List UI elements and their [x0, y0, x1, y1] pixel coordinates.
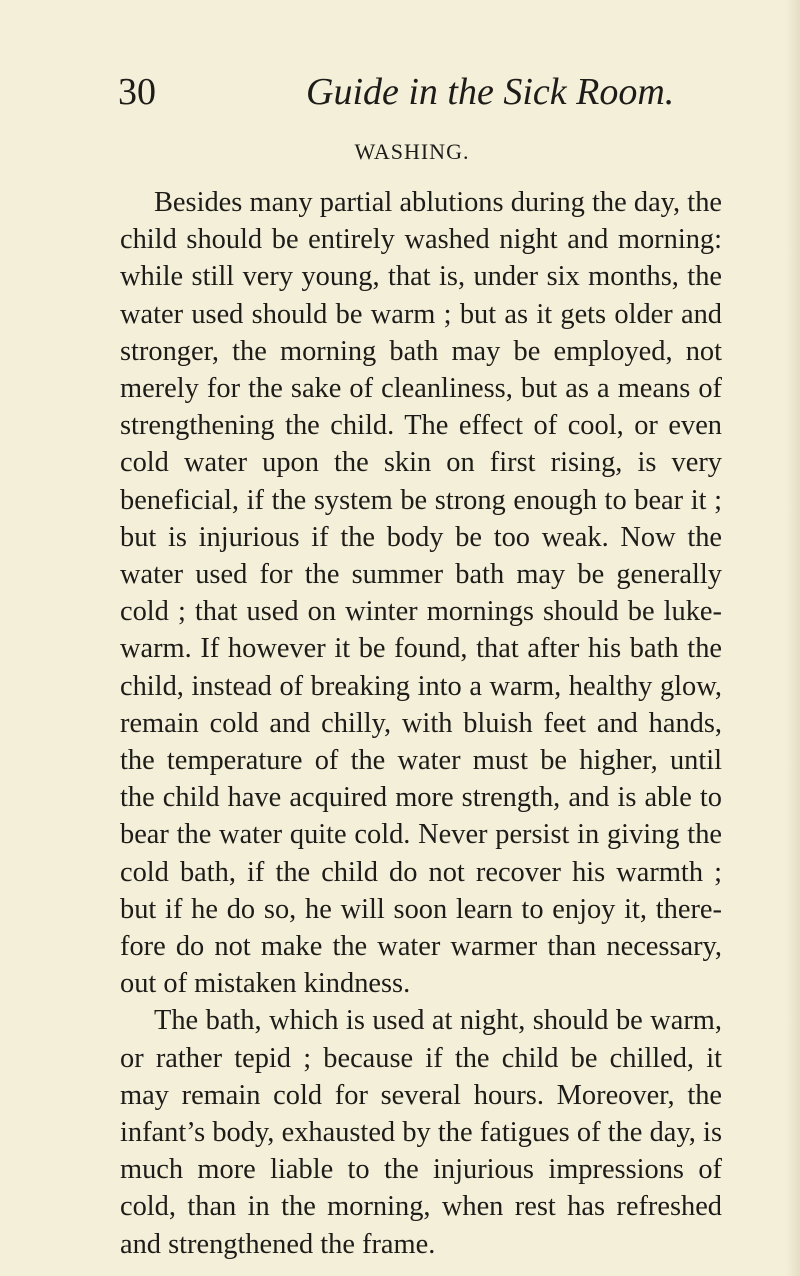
- running-title: Guide in the Sick Room.: [306, 71, 675, 113]
- page-edge-shadow: [786, 0, 800, 1276]
- paragraph-2: The bath, which is used at night, should be warm, or rather tepid ; because if the child be chilled, it may remain cold for several hours. Moreover, the infant’s body, exhausted by the fatigues of the day, is much more liable to the injurious impressions of cold, than in the morning, when rest has refreshed and strengthened the frame.: [120, 1005, 722, 1260]
- paragraph-1: Besides many partial ablutions during the day, the child should be entirely washed night and morning: while still very young, that is, under six months, the water used should be warm ; but as it gets older and stronger, the morning bath may be employed, not merely for the sake of cleanliness, but as a means of strengthening the child. The effect of cool, or even cold water upon the skin on first rising, is very beneficial, if the system be strong enough to bear it ; but is injurious if the body be too weak. Now the water used for the summer bath may be generally cold ; that used on winter mornings should be luke-warm. If however it be found, that after his bath the child, instead of breaking into a warm, healthy glow, remain cold and chilly, with bluish feet and hands, the temperature of the water must be higher, until the child have acquired more strength, and is able to bear the water quite cold. Never persist in giving the cold bath, if the child do not recover his warmth ; but if he do so, he will soon learn to enjoy it, therefore do not make the water warmer than necessary, out of mistaken kindness.: [120, 187, 722, 1000]
- section-heading: WASHING.: [354, 139, 470, 164]
- body-text: [120, 184, 722, 1263]
- page-number: 30: [118, 71, 156, 113]
- running-head: [118, 64, 718, 114]
